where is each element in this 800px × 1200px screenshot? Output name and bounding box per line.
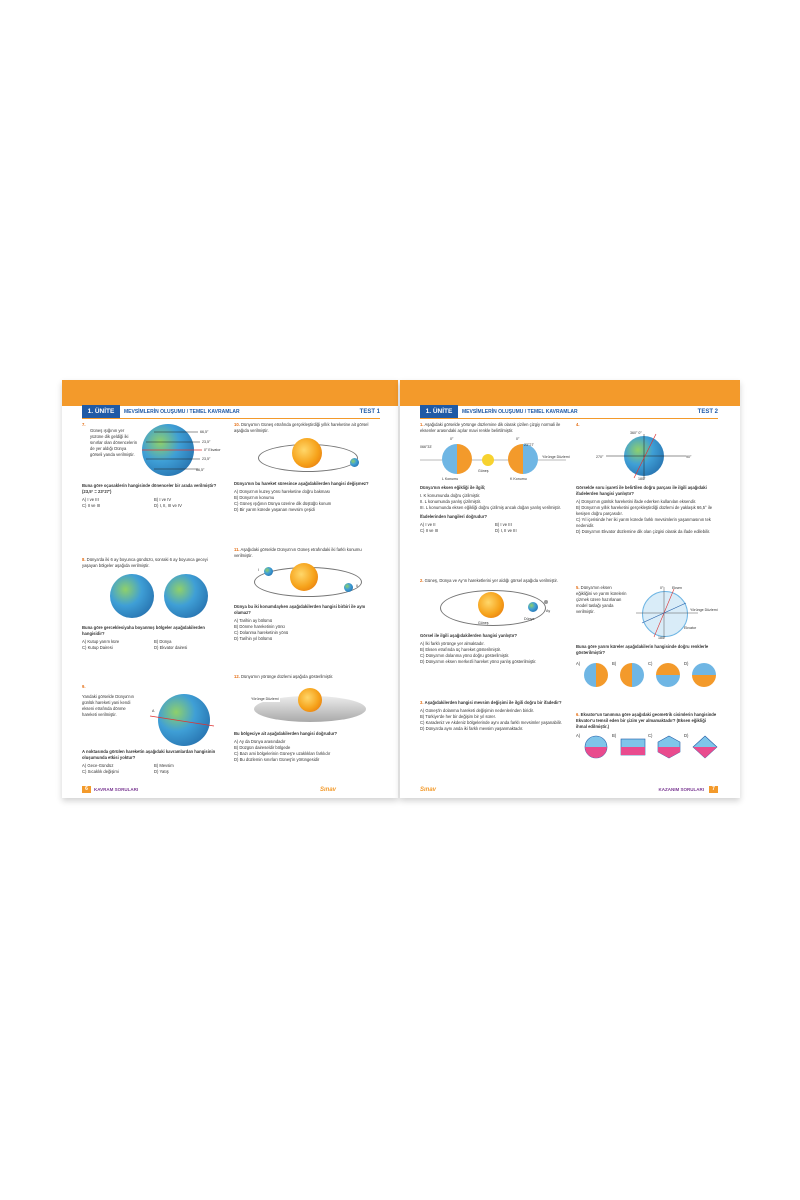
earth-rotation-figure — [140, 694, 220, 746]
question-prompt: Buna göre gerceklesiyaha boyanmış bölgeler aşağıdakilerden hangisidir? — [82, 625, 205, 636]
option-a[interactable]: A) I ve II — [420, 522, 436, 527]
question-number: 11. — [234, 547, 240, 552]
option-d[interactable]: D) Dünya'nın Ekvator düzlemine dik olan çizgisi olarak da ifade edilebilir. — [576, 529, 711, 534]
point-label: A — [152, 709, 155, 713]
question-prompt: Buna göre oçasaklerin hangisinde dönenceler bir arada verilmiştir? (23,5° = 23°27') — [82, 483, 217, 494]
angle-label: 0° — [660, 586, 664, 590]
question-number: 7. — [82, 422, 86, 427]
option-d[interactable]: D) Tarihin yıl bölümü — [234, 636, 273, 641]
moon-icon — [544, 600, 548, 604]
answer-options — [576, 733, 718, 763]
axial-tilt-figure — [420, 436, 570, 482]
question-7 — [82, 422, 222, 509]
option-b[interactable]: B) Dünya'nın konumu — [234, 495, 275, 500]
option-letter: B) — [612, 733, 617, 738]
option-b[interactable]: B) Dönme hareketinin yönü — [234, 624, 285, 629]
answer-options — [576, 499, 718, 535]
option-b[interactable]: B) Dünya'nın yıllık hareketini gerçekleştirdiği düzlemi de yaklaşık 66,5° ile kesişen doğru parçasıdır. — [576, 505, 713, 516]
option-b[interactable]: B) I ve IV — [154, 497, 172, 502]
earth-globe-icon — [264, 567, 273, 576]
question-number: 1. — [420, 422, 424, 427]
option-letter: D) — [684, 733, 689, 738]
option-d[interactable]: D) Yatış — [154, 769, 169, 774]
option-d[interactable]: D) Bu düzlemin sınırları Güneş'in yörüngesidir — [234, 757, 320, 762]
option-d[interactable]: D) Dünya'da aynı anda iki farklı mevsim yaşanmaktadır. — [420, 726, 524, 731]
option-a[interactable]: A) Güneş'in dolanma hareketi değişimin nedenlerinden biridir. — [420, 708, 534, 713]
sun-icon — [290, 563, 318, 591]
answer-options — [82, 763, 222, 775]
unit-tag: 1. ÜNİTE — [82, 405, 120, 418]
earth-l-position — [442, 444, 472, 474]
question-4 — [576, 422, 718, 535]
question-number: 3. — [420, 700, 424, 705]
header-band — [400, 380, 740, 406]
latitude-label: 66,5° — [200, 430, 209, 434]
latitude-label: 23,5° — [202, 440, 211, 444]
earth-halves-figure — [82, 572, 222, 622]
option-c[interactable]: C) II ve III — [420, 528, 439, 533]
question-text: Yandaki görselde Dünya'nın günlük hareketi yani kendi ekseni etrafında dönme hareketi verilmiştir. — [82, 694, 134, 717]
question-2 — [420, 578, 566, 665]
option-d[interactable] — [684, 661, 718, 689]
question-number: 4. — [576, 422, 580, 427]
page-number: 7 — [709, 786, 718, 793]
page-number: 6 — [82, 786, 91, 793]
option-b[interactable]: B) Düzgün daireseldir bölgede — [234, 745, 291, 750]
left-page — [62, 380, 398, 798]
statement-item: III. L konumunda eksen eğikliği doğru çizilmiş ancak doğan yanlış verilmiştir. — [420, 505, 561, 510]
header-divider — [420, 418, 718, 419]
option-letter: C) — [648, 661, 653, 666]
axis-lines-icon — [628, 585, 718, 641]
question-number: 12. — [234, 674, 240, 679]
earth-latitudes-figure — [138, 422, 222, 480]
answer-options — [576, 659, 718, 689]
brand-logo: Sınav — [320, 787, 337, 793]
question-11 — [234, 547, 380, 642]
hemisphere-pie — [620, 663, 644, 687]
question-text: Aşağıdaki görselde yörünge düzlemine dik olarak çizilen çizgiy normali ile eksenler arasındaki açılar mavi renkle belirtilmiştir. — [420, 422, 561, 433]
position-label: II — [356, 584, 358, 588]
earth-label: Dünya — [524, 617, 535, 621]
option-c[interactable]: C) Sıcaklık değişimi — [82, 769, 119, 774]
sun-icon — [482, 454, 494, 466]
option-c[interactable]: C) Karadeniz ve Akdeniz bölgelerinde aynı anda farklı mevsimler yaşanabilir. — [420, 720, 562, 725]
question-number: 5. — [576, 585, 580, 590]
earth-globe-icon — [350, 458, 359, 467]
option-a[interactable]: A) Gece-Gündüz — [82, 763, 114, 768]
answer-options — [420, 641, 566, 665]
answer-options — [82, 497, 222, 509]
question-6 — [576, 712, 718, 763]
option-c[interactable]: C) Bazı ami bölgelerinin Güneş'e uzaklıkları farklıdır — [234, 751, 331, 756]
option-a[interactable]: A) Dünya'nın kuzey yönü hareketine doğru bakması — [234, 489, 331, 494]
position-label: I — [258, 568, 259, 572]
option-c[interactable]: C) Kutup Dairesi — [82, 645, 113, 650]
option-d[interactable]: D) Bir yarım kürede yaşanan mevsim çeşidi — [234, 507, 315, 512]
option-b[interactable]: B) Eksen etrafında üç hareket gösterilmiştir. — [420, 647, 501, 652]
unit-tag: 1. ÜNİTE — [420, 405, 458, 418]
moon-label: Ay — [546, 609, 551, 613]
footer-label: KAVRAM SORULARI — [94, 787, 139, 792]
earth-globe-icon — [344, 583, 353, 592]
axis-label: Eksen — [672, 586, 682, 590]
test-label: TEST 1 — [359, 409, 380, 415]
sun-icon — [292, 438, 322, 468]
equator-label: Ekvator — [684, 626, 697, 630]
orbit-plane-label: Yörünge Düzlemi — [690, 608, 718, 612]
answer-options — [234, 489, 380, 513]
question-number: 10. — [234, 422, 240, 427]
earth-globe-icon — [528, 602, 538, 612]
option-a[interactable] — [576, 733, 610, 761]
hemisphere-pie — [584, 663, 608, 687]
hemisphere-model-figure — [628, 585, 718, 641]
angle-label: 180° — [658, 636, 666, 640]
rotation-arrow-icon — [140, 694, 220, 746]
circle-shape-icon — [584, 735, 610, 759]
question-prompt: İfadelerinden hangileri doğrudur? — [420, 514, 488, 519]
statement-item: I. K konumunda doğru çizilmiştir. — [420, 493, 481, 498]
hemisphere-pie — [656, 663, 680, 687]
question-prompt: Görselde soru işareti ile belirtilen doğru parçası ile ilgili aşağıdaki ifadelerden hangisi yanlıştır? — [576, 485, 707, 496]
footer-label: KAZANIM SORULARI — [658, 787, 704, 792]
answer-options — [82, 639, 222, 651]
answer-options — [420, 522, 566, 534]
question-number: 6. — [576, 712, 580, 717]
question-5 — [576, 585, 718, 689]
answer-options — [234, 739, 380, 763]
earth-two-positions-figure — [234, 561, 380, 601]
option-b[interactable]: B) I ve III — [495, 522, 512, 527]
option-b[interactable] — [612, 733, 646, 761]
position-label: K Konumu — [510, 477, 527, 481]
earth-orbit-figure — [234, 436, 380, 478]
option-letter: A) — [576, 661, 581, 666]
option-a[interactable]: A) İki farklı yörünge yer almaktadır. — [420, 641, 485, 646]
option-c[interactable] — [648, 733, 682, 761]
question-text: Dünya'da iki 6 ay boyunca gündüzü, sonraki 6 ay boyunca geceyi yaşayan bölgeler aşağıda verilmiştir. — [82, 557, 208, 568]
question-prompt: Görsel ile ilgili aşağıdakilerden hangisi yanlıştır? — [420, 633, 518, 638]
right-column — [234, 422, 380, 792]
open-book — [62, 380, 740, 802]
right-page — [400, 380, 740, 798]
orbit-plane-figure — [234, 682, 380, 728]
statement-list — [420, 493, 566, 511]
angle-label: 066°33' — [420, 445, 433, 449]
header-band — [62, 380, 398, 406]
earth-axis-figure — [576, 430, 718, 482]
answer-options — [420, 708, 566, 732]
right-column — [576, 422, 718, 792]
question-9 — [82, 684, 222, 775]
option-a[interactable]: A) Tarihin ay bölümü — [234, 618, 273, 623]
question-prompt: Dünya bu iki konumdayken aşağıdakilerden hangisi birbiri ile aynı olamaz? — [234, 604, 366, 615]
angle-label: 180° — [638, 477, 646, 481]
option-letter: C) — [648, 733, 653, 738]
option-c[interactable]: C) Dolanma hareketinin yönü — [234, 630, 289, 635]
orbit-plane-label: Yörünge Düzlemi — [542, 455, 570, 459]
angle-label: 0° — [516, 437, 520, 441]
position-label: L Konumu — [442, 477, 459, 481]
angle-label: 23°27' — [524, 443, 535, 447]
question-text: Aşağıdaki görselde Dünya'nın Güneş etrafındaki iki farklı konumu verilmiştir. — [234, 547, 362, 558]
sun-label: Güneş — [478, 469, 489, 473]
unit-topic: MEVSİMLERİN OLUŞUMU / TEMEL KAVRAMLAR — [124, 409, 240, 415]
brand-logo: Sınav — [420, 787, 437, 793]
option-a[interactable] — [576, 661, 610, 689]
option-c[interactable]: C) Yıl içerisinde her iki yarım kürede farklı mevsimlerin yaşanmasının tek nedenidir. — [576, 517, 711, 528]
hemisphere-pie — [692, 663, 716, 687]
option-letter: A) — [576, 733, 581, 738]
option-b[interactable]: B) Mevsim — [154, 763, 174, 768]
option-a[interactable]: A) Kutup yarım küre — [82, 639, 120, 644]
sun-earth-moon-figure — [420, 586, 566, 630]
option-d[interactable] — [684, 733, 718, 761]
rectangle-shape-icon — [620, 735, 646, 759]
statement-item: II. L konumunda yanlış çizilmiştir. — [420, 499, 482, 504]
question-number: 8. — [82, 557, 86, 562]
option-a[interactable]: A) I ve III — [82, 497, 99, 502]
question-3 — [420, 700, 566, 732]
test-label: TEST 2 — [697, 409, 718, 415]
option-b[interactable] — [612, 661, 646, 689]
question-8 — [82, 557, 222, 651]
unit-topic: MEVSİMLERİN OLUŞUMU / TEMEL KAVRAMLAR — [462, 409, 578, 415]
question-prompt: A noktasında görülen hareketin aşağıdaki kavramlardan hangisinin oluşumunda etkisi yoktur? — [82, 749, 216, 760]
question-text: Dünya'nın eksen eğikliğini ve yarım kürelerin çizmek üzere hazırlanan model taslağı yanda verilmiştir. — [576, 585, 627, 614]
option-letter: D) — [684, 661, 689, 666]
sun-icon — [298, 688, 322, 712]
question-text: Güneş ışığının yer yüzüne dik geldiği iki sınırlar olan dönencelerin de yer aldığı Dünya görseli yanda verilmiştir. — [90, 428, 138, 457]
earth-k-position — [508, 444, 538, 474]
left-column — [82, 422, 222, 792]
orbit-plane-label: Yörünge Düzlemi — [251, 697, 279, 701]
sun-icon — [478, 592, 504, 618]
question-prompt: Dünya'nın eksen eğikliği ile ilgili; — [420, 485, 486, 490]
option-b[interactable]: B) Dünya — [154, 639, 172, 644]
question-text: Dünya'nın Güneş etrafında gerçekleştirdiği yıllık hareketine ait görsel aşağıda verilmiştir. — [234, 422, 369, 433]
question-prompt: Bu bölgeciye ait aşağıdakilerden hangisi doğrudur? — [234, 731, 338, 736]
question-prompt: Aşağıdakilerden hangisi mevsim değişimi ile ilgili doğru bir ifadedir? — [424, 700, 562, 705]
answer-options — [234, 618, 380, 642]
option-c[interactable] — [648, 661, 682, 689]
question-number: 9. — [82, 684, 86, 689]
option-b[interactable]: B) Türkiye'de her bir değişim bir yıl sürer. — [420, 714, 496, 719]
option-a[interactable]: A) Ay da Dünya arasındadır — [234, 739, 286, 744]
question-prompt: Dünya'nın bu hareket süresince aşağıdakilerden hangisi değişmez? — [234, 481, 369, 486]
option-d[interactable]: D) Ekvator dairesi — [154, 645, 188, 650]
question-text: Güneş, Dünya ve Ay'ın hareketlerini yer aldığı görsel aşağıda verilmiştir. — [424, 578, 558, 583]
option-c[interactable]: C) Dünya'nın dolanma yönü doğru gösterilmiştir. — [420, 653, 510, 658]
latitude-label: 66,5° — [196, 468, 205, 472]
hexagon-shape-icon — [656, 735, 682, 759]
earth-globe-icon — [110, 574, 154, 618]
option-letter: B) — [612, 661, 617, 666]
question-prompt: Buna göre yarım küreler aşağıdakilerin hangisinde doğru renklerle gösterilmiştir? — [576, 644, 709, 655]
question-text: Dünya'nın yörünge düzlemi aşağıda gösterilmiştir. — [241, 674, 334, 679]
option-c[interactable]: C) II ve III — [82, 503, 101, 508]
question-number: 2. — [420, 578, 424, 583]
angle-label: 360° 0° — [630, 431, 642, 435]
latitude-label: 23,5° — [202, 457, 211, 461]
option-a[interactable]: A) Dünya'nın günlük hareketini ifade ederken kullanılan eksendir. — [576, 499, 697, 504]
earth-globe-icon — [164, 574, 208, 618]
angle-label: 90° — [686, 455, 692, 459]
question-1 — [420, 422, 570, 534]
question-prompt: Ekvator'un tanımına göre aşağıdaki geometrik cisimlerin hangisinde Ekvator'u temsil eden bir çizim yer almamaktadır? (Eksen eğikliği ihmal edilmiştir.) — [576, 712, 717, 729]
option-d[interactable]: D) Dünya'nın eksen merkezli hareket yönü yanlış gösterilmiştir. — [420, 659, 537, 664]
header-divider — [82, 418, 380, 419]
left-column — [420, 422, 570, 792]
question-10 — [234, 422, 380, 513]
option-d[interactable]: D) I, II ve III — [495, 528, 517, 533]
question-12 — [234, 674, 380, 763]
latitude-label: 0° Ekvator — [204, 448, 221, 452]
angle-label: 270° — [596, 455, 604, 459]
option-d[interactable]: D) I, II, III ve IV — [154, 503, 182, 508]
diamond-shape-icon — [692, 735, 718, 759]
sun-label: Güneş — [478, 621, 489, 625]
angle-label: 0° — [450, 437, 454, 441]
option-c[interactable]: C) Güneş ışığının Dünya üzerine dik düştüğü konum — [234, 501, 332, 506]
